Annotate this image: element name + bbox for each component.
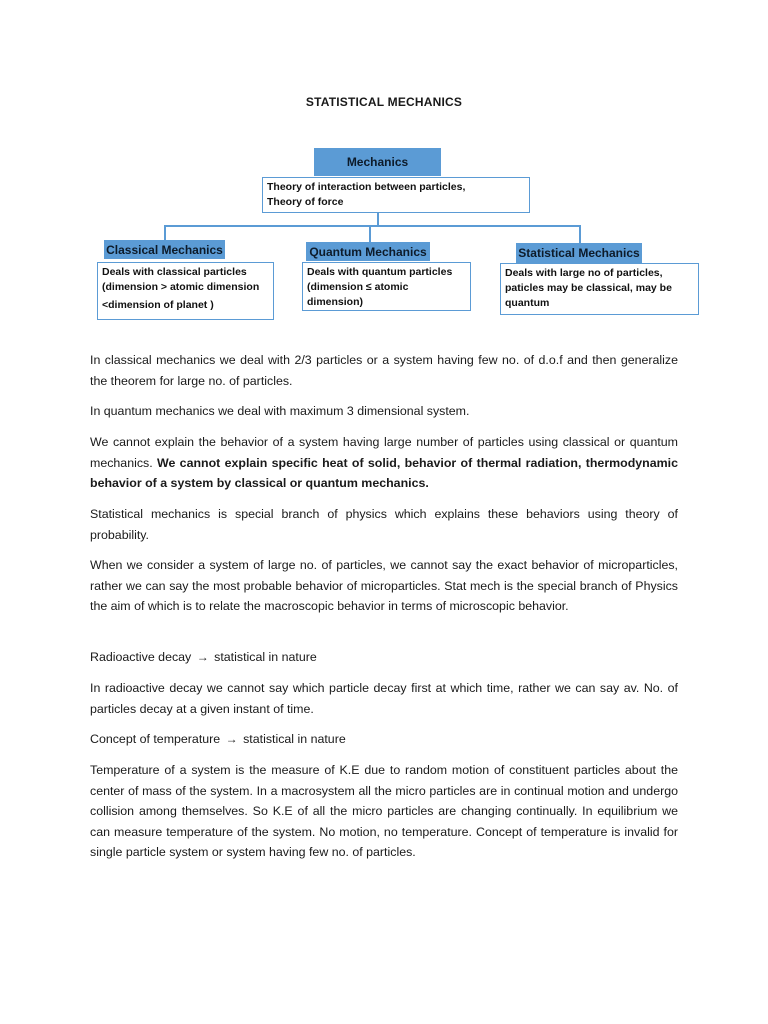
connector-middle-down (369, 225, 371, 242)
statistical-box (500, 263, 699, 315)
quantum-header: Quantum Mechanics (306, 242, 430, 261)
classical-box (97, 262, 274, 320)
classical-line-1: Deals with classical particles (102, 266, 247, 278)
paragraph-limitations (90, 432, 678, 494)
temperature-note: statistical in nature (243, 732, 346, 746)
statistical-line-2: paticles may be classical, may be (505, 282, 672, 294)
classical-line-3: <dimension of planet ) (102, 299, 214, 311)
classical-header: Classical Mechanics (104, 240, 225, 259)
right-arrow-icon: → (196, 650, 209, 664)
quantum-line-1: Deals with quantum particles (307, 266, 453, 278)
radioactive-decay-note: statistical in nature (214, 650, 317, 664)
paragraph-classical: In classical mechanics we deal with 2/3 particles or a system having few no. of d.o.f and then generalize the theorem for large no. of particles. (90, 353, 678, 388)
statistical-line-3: quantum (505, 297, 550, 309)
temperature-label: Concept of temperature (90, 732, 221, 746)
connector-left-down (164, 225, 166, 241)
root-box (262, 177, 530, 213)
statistical-line-1: Deals with large no of particles, (505, 267, 663, 279)
temperature-line (90, 729, 678, 750)
limitations-bold-text: We cannot explain specific heat of solid, behavior of thermal radiation, thermodynamic behavior of a system by classical or quantum mechanics. (90, 455, 678, 490)
quantum-line-3: dimension) (307, 296, 364, 308)
page-title: STATISTICAL MECHANICS (305, 95, 463, 109)
quantum-line-2: (dimension ≤ atomic (307, 281, 409, 293)
root-line-2: Theory of force (267, 196, 344, 208)
classical-line-2: (dimension > atomic dimension (102, 281, 260, 293)
paragraph-quantum: In quantum mechanics we deal with maximum 3 dimensional system. (90, 404, 470, 418)
connector-right-down (579, 225, 581, 243)
radioactive-decay-label: Radioactive decay (90, 650, 192, 664)
quantum-box (302, 262, 471, 311)
right-arrow-icon: → (225, 732, 238, 746)
paragraph-probable-behavior: When we consider a system of large no. of particles, we cannot say the exact behavior of microparticles, rather we can say the most probable behavior of microparticles. Stat mech is the special branch of Physics the aim of which is to relate the macroscopic behavior in terms of microscopic behavior. (90, 558, 678, 613)
limitations-text: We cannot explain the behavior of a system having large number of particles using classical or quantum mechanics. (90, 435, 678, 470)
paragraph-statistical-definition: Statistical mechanics is special branch of physics which explains these behaviors using theory of probability. (90, 507, 678, 542)
connector-horizontal (164, 225, 580, 227)
paragraph-temperature: Temperature of a system is the measure of K.E due to random motion of constituent particles about the center of mass of the system. In a macrosystem all the micro particles are in continual motion and undergo collision among themselves. So K.E of all the micro particles are changing continually. In equilibrium we can measure temperature of the system. No motion, no temperature. Concept of temperature is invalid for single particle system or system having few no. of particles. (90, 763, 678, 859)
statistical-header: Statistical Mechanics (516, 243, 642, 263)
root-line-1: Theory of interaction between particles, (267, 181, 466, 193)
radioactive-decay-line (90, 647, 678, 668)
paragraph-radioactive-decay: In radioactive decay we cannot say which particle decay first at which time, rather we can say av. No. of particles decay at a given instant of time. (90, 681, 678, 716)
root-header: Mechanics (314, 148, 441, 176)
